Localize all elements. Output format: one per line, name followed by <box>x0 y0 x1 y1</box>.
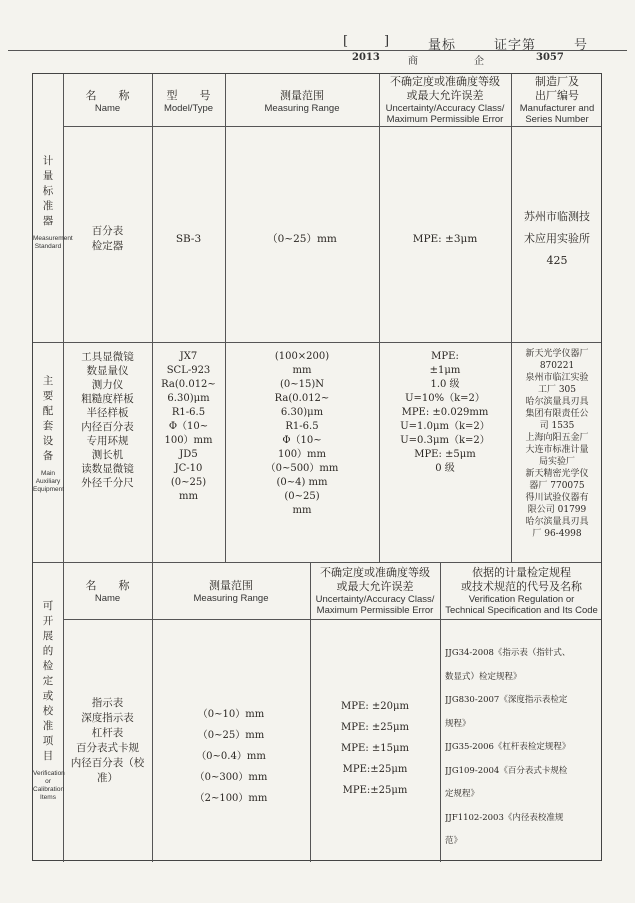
list-item: MPE: ±5μm <box>414 449 476 460</box>
t1-header-unc-cn2: 或最大允许误差 <box>406 89 484 102</box>
list-item: Ra(0.012~ <box>274 393 330 404</box>
t1-header-model-en: Model/Type <box>163 102 214 114</box>
list-item: 专用环规 <box>86 435 129 447</box>
standard-manufacturer-line2: 术应用实验所 <box>524 232 590 245</box>
list-item: 数显量仪 <box>86 365 129 377</box>
list-item: 6.30)μm <box>167 393 210 404</box>
list-item: 0 级 <box>435 463 455 474</box>
table2-header-rule <box>63 619 601 620</box>
cert-title-c: 号 <box>574 38 589 53</box>
t2-header-unc-en1: Uncertainty/Accuracy Class/ <box>315 594 435 605</box>
standard-name <box>63 214 152 264</box>
list-item: (0~4) mm <box>276 477 328 488</box>
list-item: 泉州市临江实验 <box>525 373 589 383</box>
list-item: 100）mm <box>164 435 213 446</box>
t1-header-mfr-en1: Manufacturer and <box>519 103 595 114</box>
cert-type-b: 企 <box>474 56 484 67</box>
list-item: （2~100）mm <box>194 793 268 804</box>
auxiliary-manufacturers <box>511 348 603 540</box>
table1-header-rule <box>63 126 601 127</box>
list-item: 工厂 305 <box>537 385 577 395</box>
auxiliary-uncertainties <box>379 350 511 476</box>
list-item: SCL-923 <box>166 365 211 376</box>
standard-label-en: Measurement Standard <box>33 235 73 250</box>
standard-range: （0~25）mm <box>267 232 337 245</box>
list-item: mm <box>292 505 312 516</box>
t1-col-rule-3 <box>379 74 380 562</box>
list-item: 规程》 <box>445 718 471 729</box>
list-item: JC-10 <box>174 463 203 474</box>
list-item: （0~0.4）mm <box>196 751 266 762</box>
list-item: JJF1102-2003《内径表校准规 <box>445 812 564 823</box>
list-item: (0~15)N <box>279 379 325 390</box>
list-item: MPE: ±20μm <box>341 701 409 712</box>
t1-header-unc-en1: Uncertainty/Accuracy Class/ <box>385 103 505 114</box>
list-item: 局实验厂 <box>538 457 575 467</box>
list-item: 厂 96-4998 <box>532 529 582 539</box>
standard-manufacturer <box>511 204 603 274</box>
t2-header-unc-cn2: 或最大允许误差 <box>336 580 414 593</box>
t1-header-range <box>225 76 379 126</box>
list-item: (0~25) <box>170 477 207 488</box>
standard-model: SB-3 <box>175 232 202 245</box>
list-item: mm <box>292 365 312 376</box>
list-item: JD5 <box>179 449 198 460</box>
t1-header-model-cn: 型 号 <box>166 88 211 102</box>
cert-year: 2013 <box>352 52 380 63</box>
auxiliary-ranges <box>225 350 379 518</box>
list-item: 测长机 <box>91 449 124 461</box>
standard-manufacturer-line1: 苏州市临测技 <box>524 210 590 223</box>
list-item: 读数显微镜 <box>81 463 134 475</box>
list-item: 1.0 级 <box>430 379 460 390</box>
list-item: R1-6.5 <box>171 407 206 418</box>
list-item: 深度指示表 <box>81 712 134 724</box>
verification-label <box>33 599 63 802</box>
verification-names <box>63 696 152 786</box>
verification-label-cn: 可开展的检定或校准项目 <box>42 600 54 762</box>
list-item: mm <box>179 491 198 502</box>
list-item: 数显式）检定规程》 <box>445 671 522 682</box>
t2-header-reg-en2: Technical Specification and Its Code <box>445 605 598 616</box>
t2-header-regulation <box>440 563 603 619</box>
t1-header-name <box>63 76 152 126</box>
list-item: 粗糙度样板 <box>81 393 134 405</box>
list-item: 新天精密光学仪 <box>525 469 589 479</box>
auxiliary-models <box>152 350 225 504</box>
certificate-table <box>32 73 602 861</box>
list-item: 6.30)μm <box>280 407 324 418</box>
t1-header-name-en: Name <box>94 102 121 114</box>
t1-header-unc-cn1: 不确定度或准确度等级 <box>390 75 500 88</box>
list-item: 大连市标准计量 <box>525 445 589 455</box>
list-item: 工具显微镜 <box>81 351 134 363</box>
standard-name-line2: 检定器 <box>91 240 124 252</box>
standard-name-line1: 百分表 <box>91 225 124 237</box>
list-item: （0~500）mm <box>265 463 339 474</box>
list-item: 100）mm <box>277 449 327 460</box>
auxiliary-label-en: Main Auxiliary Equipment <box>33 470 65 493</box>
list-item: 新天光学仪器厂 <box>525 349 589 359</box>
list-item: 外径千分尺 <box>81 477 134 489</box>
list-item: 哈尔滨量具刃具 <box>525 397 589 407</box>
t1-header-model <box>152 76 225 126</box>
cert-number: 3057 <box>536 52 564 63</box>
t1-header-name-cn: 名 称 <box>85 88 130 102</box>
t2-header-uncertainty <box>310 563 440 619</box>
list-item: (100×200) <box>274 351 330 362</box>
list-item: Ra(0.012~ <box>161 379 216 390</box>
auxiliary-names <box>63 350 152 490</box>
verification-regulations <box>445 642 601 854</box>
header-rule <box>8 50 627 51</box>
list-item: Φ（10~ <box>168 421 209 432</box>
list-item: JX7 <box>179 351 198 362</box>
cert-title-a: 量标 <box>428 38 457 53</box>
list-item: 定规程》 <box>445 789 480 799</box>
list-item: （0~10）mm <box>197 709 265 720</box>
list-item: 870221 <box>539 361 575 371</box>
list-item: U=10%（k=2） <box>405 393 485 404</box>
t1-header-mfr-cn1: 制造厂及 <box>535 75 579 88</box>
t2-header-unc-en2: Maximum Permissible Error <box>316 605 434 616</box>
t1-header-range-en: Measuring Range <box>264 102 340 114</box>
list-item: MPE: ±25μm <box>341 722 409 733</box>
t1-header-uncertainty <box>379 74 511 126</box>
t2-header-reg-cn1: 依据的计量检定规程 <box>472 566 571 579</box>
list-item: MPE:±25μm <box>342 785 408 796</box>
cert-title-b: 证字第 <box>494 38 537 53</box>
auxiliary-label <box>33 374 63 494</box>
t1-header-manufacturer <box>511 74 603 126</box>
list-item: MPE: <box>431 351 459 362</box>
list-item: 半径样板 <box>86 407 129 419</box>
list-item: Φ（10~ <box>282 435 322 446</box>
list-item: 得川试验仪器有 <box>525 493 589 503</box>
list-item: 百分表式卡规 <box>76 742 139 754</box>
t1-header-unc-en2: Maximum Permissible Error <box>386 114 504 125</box>
list-item: 范》 <box>445 836 463 846</box>
list-item: （0~300）mm <box>194 772 268 783</box>
list-item: MPE: ±0.029mm <box>401 407 489 418</box>
list-item: 指示表 <box>91 697 124 709</box>
list-item: MPE: ±15μm <box>341 743 409 754</box>
verification-uncertainties <box>310 696 440 801</box>
row-divider-1 <box>33 342 601 343</box>
t1-header-range-cn: 测量范围 <box>280 88 324 102</box>
t2-header-unc-cn1: 不确定度或准确度等级 <box>320 566 430 579</box>
t2-header-reg-cn2: 或技术规范的代号及名称 <box>461 580 582 593</box>
t2-header-range <box>152 566 310 616</box>
list-item: 杠杆表 <box>91 727 124 739</box>
t2-header-reg-en1: Verification Regulation or <box>468 594 575 605</box>
cert-type-a: 商 <box>408 56 418 67</box>
standard-uncertainty: MPE: ±3μm <box>412 232 478 245</box>
t2-header-range-en: Measuring Range <box>193 592 269 604</box>
list-item: （0~25）mm <box>197 730 265 741</box>
list-item: 上海向阳五金厂 <box>525 433 589 443</box>
list-item: 内径百分表 <box>81 421 134 433</box>
t1-header-mfr-en2: Series Number <box>525 114 589 125</box>
list-item: (0~25) <box>284 491 320 502</box>
list-item: ±1μm <box>429 365 461 376</box>
verification-ranges <box>152 704 310 809</box>
list-item: JJG35-2006《杠杆表检定规程》 <box>445 742 571 752</box>
standard-serial: 425 <box>546 254 568 267</box>
list-item: 哈尔滨量具刃具 <box>525 517 589 527</box>
list-item: 器厂 770075 <box>529 481 585 491</box>
verification-label-en: Verification or Calibration Items <box>33 770 65 801</box>
list-item: JJG109-2004《百分表式卡规检 <box>445 765 568 776</box>
t2-header-name-en: Name <box>94 592 121 604</box>
standard-label <box>33 154 73 251</box>
bracket-close: ] <box>384 34 391 49</box>
t2-header-name <box>63 566 152 616</box>
bracket-open: [ <box>343 34 350 49</box>
list-item: MPE:±25μm <box>342 764 408 775</box>
list-item: 测力仪 <box>91 379 124 391</box>
standard-label-cn: 计量标准器 <box>42 155 54 227</box>
list-item: U=0.3μm（k=2） <box>400 435 490 446</box>
list-item: U=1.0μm（k=2） <box>400 421 490 432</box>
list-item: 准） <box>97 772 118 784</box>
list-item: R1-6.5 <box>285 421 319 432</box>
list-item: 司 1535 <box>539 421 575 431</box>
list-item: JJG34-2008《指示表（指针式、 <box>445 648 571 658</box>
auxiliary-label-cn: 主要配套设备 <box>42 375 54 462</box>
list-item: 内径百分表（校 <box>70 757 145 769</box>
t2-header-name-cn: 名 称 <box>85 578 130 592</box>
t2-header-range-cn: 测量范围 <box>209 578 253 592</box>
list-item: 集团有限责任公 <box>525 409 589 419</box>
list-item: JJG830-2007《深度指示表检定 <box>445 695 568 705</box>
list-item: 限公司 01799 <box>527 505 587 515</box>
t1-header-mfr-cn2: 出厂编号 <box>535 89 579 102</box>
